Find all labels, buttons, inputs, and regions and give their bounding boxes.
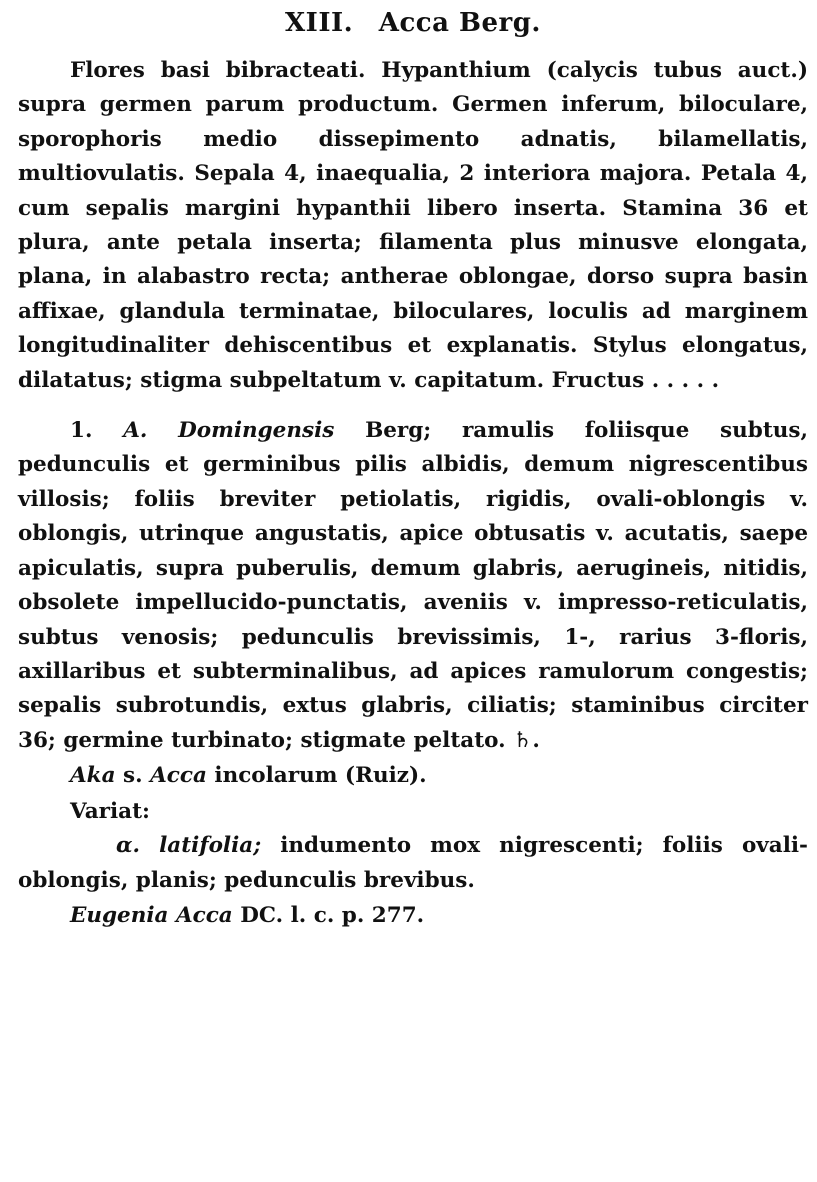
synonym-citation: DC. l. c. p. 277.	[240, 902, 425, 928]
vernacular-name-2: Acca	[150, 763, 207, 789]
synonym-name: Eugenia Acca	[70, 902, 233, 928]
species-author: Berg;	[365, 418, 432, 444]
synonym-line	[18, 898, 808, 934]
vernacular-sep: s.	[123, 763, 143, 789]
genus-name: Acca	[378, 8, 450, 38]
vernacular-line	[18, 758, 808, 794]
section-spacer	[18, 398, 808, 414]
page	[18, 6, 808, 933]
variat-label: Variat:	[70, 798, 150, 824]
variety-name: latifolia;	[159, 833, 262, 859]
genus-number: XIII.	[285, 8, 354, 38]
variety-description: indumento mox nigrescenti; foliis ovali-oblongis, planis; pedunculis brevibus.	[18, 833, 808, 893]
species-number: 1.	[70, 418, 93, 444]
genus-description: Flores basi bibracteati. Hypanthium (calycis tubus auct.) supra germen parum productum. Germen inferum, biloculare, sporophoris medio dissepimento adnatis, bilamellatis, multiovulatis. Sepala 4, inaequalia, 2 interiora majora. Petala 4, cum sepalis margini hypanthii libero inserta. Stamina 36 et plura, ante petala inserta; filamenta plus minusve elongata, plana, in alabastro recta; antherae oblongae, dorso supra basin affixae, glandula terminatae, biloculares, loculis ad marginem longitudinaliter dehiscentibus et explanatis. Stylus elongatus, dilatatus; stigma subpeltatum v. capitatum. Fructus . . . . .	[18, 58, 808, 393]
species-description: ramulis foliisque subtus, pedunculis et germinibus pilis albidis, demum nigrescentibus villosis; foliis breviter petiolatis, rigidis, ovali-oblongis v. oblongis, utrinque angustatis, apice obtusatis v. acutatis, saepe apiculatis, supra puberulis, demum glabris, aerugineis, nitidis, obsolete impellucido-punctatis, aveniis v. impresso-reticulatis, subtus venosis; pedunculis brevissimis, 1-, rarius 3-floris, axillaribus et subterminalibus, ad apices ramulorum congestis; sepalis subrotundis, extus glabris, ciliatis; staminibus circiter 36; germine turbinato; stigmate peltato. ♄.	[18, 418, 808, 753]
variety-entry	[18, 829, 808, 898]
species-name: A. Domingensis	[123, 418, 335, 444]
genus-heading	[18, 6, 808, 40]
species-entry	[18, 414, 808, 758]
genus-author: Berg.	[459, 8, 541, 38]
vernacular-name-1: Aka	[70, 763, 116, 789]
vernacular-rest: incolarum (Ruiz).	[214, 763, 427, 789]
variety-letter: α.	[116, 833, 141, 859]
